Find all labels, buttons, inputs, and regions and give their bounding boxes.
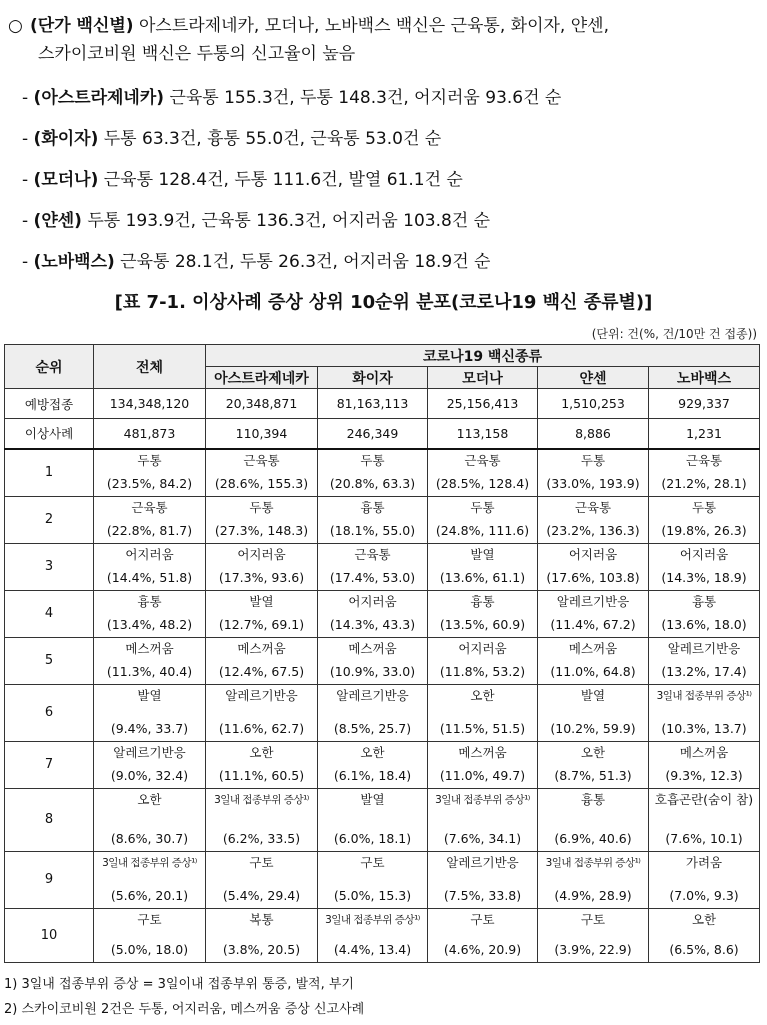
symptom-stats: (18.1%, 55.0)	[329, 522, 416, 538]
symptom-cell	[649, 908, 760, 962]
symptom-name: 발열	[470, 546, 495, 562]
symptom-cell	[94, 543, 206, 590]
symptom-cell	[318, 788, 428, 851]
symptom-stats: (8.6%, 30.7)	[110, 830, 189, 846]
symptom-name: 가려움	[685, 854, 723, 870]
symptom-stats: (20.8%, 63.3)	[329, 475, 416, 491]
symptom-name: 근육통	[464, 452, 501, 468]
symptom-cell	[428, 788, 538, 851]
bullet-text: 근육통 128.4건, 두통 111.6건, 발열 61.1건 순	[98, 170, 463, 190]
symptom-cell	[318, 449, 428, 497]
symptom-cell	[94, 637, 206, 684]
rank-cell: 8	[5, 788, 94, 851]
symptom-name: 오한	[360, 744, 385, 760]
symptom-cell	[94, 741, 206, 788]
symptom-name: 메스꺼움	[125, 640, 174, 656]
symptom-cell	[538, 496, 649, 543]
rank-cell: 4	[5, 590, 94, 637]
symptom-cell	[206, 788, 318, 851]
symptom-cell	[94, 449, 206, 497]
symptom-name: 알레르기반응	[446, 854, 519, 870]
symptom-cell	[538, 684, 649, 741]
rank-cell: 3	[5, 543, 94, 590]
bullet-list	[22, 84, 762, 289]
symptom-stats: (10.2%, 59.9)	[550, 720, 636, 736]
symptom-name: 근육통	[685, 452, 723, 468]
symptom-stats: (6.5%, 8.6)	[669, 941, 739, 957]
symptom-stats: (13.5%, 60.9)	[439, 616, 526, 632]
symptom-name: 알레르기반응	[556, 593, 630, 609]
symptom-name: 발열	[137, 687, 162, 703]
symptom-name: 오한	[249, 744, 274, 760]
summary-value: 20,348,871	[206, 389, 318, 419]
symptom-stats: (9.0%, 32.4)	[110, 767, 189, 783]
symptom-stats: (7.0%, 9.3)	[669, 887, 739, 903]
symptom-stats: (5.0%, 15.3)	[333, 887, 412, 903]
symptom-cell	[649, 741, 760, 788]
symptom-stats: (11.4%, 67.2)	[550, 616, 636, 632]
symptom-stats: (8.7%, 51.3)	[554, 767, 632, 783]
symptom-name: 흉통	[691, 593, 717, 609]
symptom-cell	[206, 851, 318, 908]
symptom-name: 발열	[580, 687, 606, 703]
table-row	[5, 449, 760, 497]
symptom-stats: (7.5%, 33.8)	[443, 887, 522, 903]
symptom-name: 메스꺼움	[348, 640, 397, 656]
symptom-stats: (13.2%, 17.4)	[661, 663, 747, 679]
symptom-stats: (21.2%, 28.1)	[661, 475, 747, 491]
bullet-text: 근육통 28.1건, 두통 26.3건, 어지러움 18.9건 순	[114, 252, 491, 272]
symptom-name: 3일내 접종부위 증상¹⁾	[102, 856, 197, 869]
symptom-stats: (19.8%, 26.3)	[661, 522, 747, 538]
symptom-stats: (22.8%, 81.7)	[106, 522, 193, 538]
symptom-cell	[428, 590, 538, 637]
symptom-cell	[538, 908, 649, 962]
symptom-stats: (17.4%, 53.0)	[329, 569, 416, 585]
symptom-name: 오한	[470, 687, 495, 703]
symptom-cell	[538, 449, 649, 497]
header-vaccine-group: 코로나19 백신종류	[206, 345, 760, 367]
symptom-name: 구토	[137, 911, 162, 927]
symptom-cell	[538, 741, 649, 788]
symptom-stats: (3.8%, 20.5)	[222, 941, 301, 957]
symptom-stats: (33.0%, 193.9)	[546, 475, 640, 491]
symptom-name: 메스꺼움	[679, 744, 729, 760]
symptom-name: 3일내 접종부위 증상¹⁾	[545, 856, 641, 869]
unit-note: (단위: 건(%, 건/10만 건 접종))	[591, 327, 757, 341]
symptom-name: 근육통	[354, 546, 391, 562]
symptom-name: 발열	[360, 791, 385, 807]
footnote-1: 1) 3일내 접종부위 증상 = 3일이내 접종부위 통증, 발적, 부기	[4, 977, 354, 992]
rank-cell: 10	[5, 908, 94, 962]
symptom-name: 두통	[249, 499, 274, 515]
summary-row	[5, 389, 760, 419]
bullet-text: 두통 63.3건, 흉통 55.0건, 근육통 53.0건 순	[98, 129, 442, 149]
symptom-stats: (4.4%, 13.4)	[333, 941, 412, 957]
symptom-cell	[649, 590, 760, 637]
symptom-cell	[318, 741, 428, 788]
symptom-cell	[649, 788, 760, 851]
symptom-cell	[649, 449, 760, 497]
symptom-stats: (4.9%, 28.9)	[554, 887, 632, 903]
symptom-name: 흉통	[580, 791, 606, 807]
symptom-name: 어지러움	[237, 546, 286, 562]
symptom-name: 구토	[580, 911, 606, 927]
bullet-item	[22, 207, 762, 248]
table-row	[5, 637, 760, 684]
symptom-name: 구토	[470, 911, 495, 927]
symptom-name: 3일내 접종부위 증상¹⁾	[435, 793, 530, 806]
bullet-item	[22, 125, 762, 166]
header-vaccine: 노바백스	[649, 367, 760, 389]
symptom-name: 발열	[249, 593, 274, 609]
symptom-name: 어지러움	[348, 593, 397, 609]
symptom-stats: (6.9%, 40.6)	[554, 830, 632, 846]
table-row	[5, 851, 760, 908]
symptom-cell	[538, 590, 649, 637]
rank-cell: 1	[5, 449, 94, 497]
lead-paragraph	[8, 12, 758, 68]
symptom-name: 흉통	[360, 499, 385, 515]
header-total: 전체	[94, 345, 206, 389]
footnotes	[4, 972, 364, 1022]
lead-heading: (단가 백신별)	[30, 16, 134, 36]
symptom-name: 3일내 접종부위 증상¹⁾	[325, 913, 420, 926]
symptom-name: 구토	[249, 854, 274, 870]
symptom-name: 두통	[137, 452, 162, 468]
symptom-stats: (27.3%, 148.3)	[214, 522, 309, 538]
symptom-stats: (13.4%, 48.2)	[106, 616, 193, 632]
symptom-stats: (7.6%, 10.1)	[665, 830, 743, 846]
symptom-cell	[428, 908, 538, 962]
summary-value: 25,156,413	[428, 389, 538, 419]
symptom-cell	[649, 851, 760, 908]
symptom-name: 어지러움	[568, 546, 618, 562]
summary-value: 481,873	[94, 419, 206, 449]
summary-value: 81,163,113	[318, 389, 428, 419]
rank-cell: 6	[5, 684, 94, 741]
symptom-stats: (5.6%, 20.1)	[110, 887, 189, 903]
symptom-name: 메스꺼움	[237, 640, 286, 656]
header-vaccine: 화이자	[318, 367, 428, 389]
symptom-stats: (11.0%, 64.8)	[550, 663, 636, 679]
symptom-name: 3일내 접종부위 증상¹⁾	[656, 689, 752, 702]
symptom-name: 메스꺼움	[568, 640, 618, 656]
symptom-cell	[318, 637, 428, 684]
summary-value: 1,510,253	[538, 389, 649, 419]
dash-icon: -	[22, 88, 29, 108]
symptom-cell	[206, 741, 318, 788]
summary-value: 8,886	[538, 419, 649, 449]
symptom-stats: (13.6%, 61.1)	[439, 569, 526, 585]
symptom-stats: (23.2%, 136.3)	[546, 522, 640, 538]
dash-icon: -	[22, 252, 29, 272]
footnote-2: 2) 스카이코비원 2건은 두통, 어지러움, 메스꺼움 증상 신고사례	[4, 1002, 365, 1017]
symptom-stats: (3.9%, 22.9)	[554, 941, 632, 957]
symptom-stats: (12.7%, 69.1)	[218, 616, 305, 632]
symptom-cell	[318, 908, 428, 962]
symptom-cell	[318, 684, 428, 741]
symptom-stats: (24.8%, 111.6)	[435, 522, 530, 538]
symptom-cell	[206, 543, 318, 590]
symptom-name: 흉통	[470, 593, 495, 609]
rank-cell: 7	[5, 741, 94, 788]
summary-value: 929,337	[649, 389, 760, 419]
header-vaccine: 아스트라제네카	[206, 367, 318, 389]
dash-icon: -	[22, 211, 29, 231]
symptom-stats: (10.3%, 13.7)	[661, 720, 747, 736]
symptom-stats: (4.6%, 20.9)	[443, 941, 522, 957]
circle-bullet-icon: ○	[8, 16, 23, 36]
symptom-stats: (28.6%, 155.3)	[214, 475, 309, 491]
symptom-stats: (13.6%, 18.0)	[661, 616, 747, 632]
table-row	[5, 590, 760, 637]
bullet-vaccine-name: (얀센)	[33, 211, 82, 231]
lead-line-1	[8, 12, 758, 40]
symptom-cell	[206, 637, 318, 684]
symptom-stats: (11.5%, 51.5)	[439, 720, 526, 736]
table-row	[5, 496, 760, 543]
symptom-cell	[649, 637, 760, 684]
dash-icon: -	[22, 170, 29, 190]
summary-value: 113,158	[428, 419, 538, 449]
summary-label: 이상사례	[5, 419, 94, 449]
table-row	[5, 543, 760, 590]
symptom-stats: (28.5%, 128.4)	[435, 475, 530, 491]
symptom-stats: (11.6%, 62.7)	[218, 720, 305, 736]
symptom-name: 구토	[360, 854, 385, 870]
symptom-cell	[428, 543, 538, 590]
symptom-cell	[94, 908, 206, 962]
symptom-stats: (11.0%, 49.7)	[439, 767, 526, 783]
symptom-cell	[538, 851, 649, 908]
summary-value: 1,231	[649, 419, 760, 449]
bullet-vaccine-name: (모더나)	[33, 170, 99, 190]
symptom-stats: (6.2%, 33.5)	[222, 830, 301, 846]
lead-line-2: 스카이코비원 백신은 두통의 신고율이 높음	[38, 44, 356, 64]
bullet-vaccine-name: (노바백스)	[33, 252, 115, 272]
header-vaccine: 얀센	[538, 367, 649, 389]
symptom-stats: (9.4%, 33.7)	[110, 720, 189, 736]
bullet-vaccine-name: (화이자)	[33, 129, 99, 149]
summary-label: 예방접종	[5, 389, 94, 419]
bullet-text: 두통 193.9건, 근육통 136.3건, 어지러움 103.8건 순	[81, 211, 491, 231]
symptom-cell	[94, 684, 206, 741]
symptom-name: 알레르기반응	[667, 640, 741, 656]
rank-cell: 9	[5, 851, 94, 908]
symptom-cell	[538, 788, 649, 851]
symptom-name: 오한	[137, 791, 162, 807]
symptom-name: 근육통	[574, 499, 612, 515]
symptom-stats: (23.5%, 84.2)	[106, 475, 193, 491]
symptom-table	[4, 344, 760, 963]
symptom-stats: (12.4%, 67.5)	[218, 663, 305, 679]
symptom-cell	[94, 788, 206, 851]
symptom-name: 알레르기반응	[225, 687, 298, 703]
symptom-name: 복통	[249, 911, 274, 927]
symptom-name: 알레르기반응	[336, 687, 409, 703]
symptom-stats: (14.4%, 51.8)	[106, 569, 193, 585]
symptom-name: 어지러움	[679, 546, 729, 562]
symptom-cell	[206, 908, 318, 962]
symptom-cell	[649, 543, 760, 590]
symptom-cell	[649, 496, 760, 543]
symptom-name: 두통	[470, 499, 495, 515]
symptom-cell	[428, 449, 538, 497]
symptom-cell	[318, 851, 428, 908]
bullet-item	[22, 84, 762, 125]
symptom-cell	[206, 684, 318, 741]
table-row	[5, 741, 760, 788]
table-row	[5, 788, 760, 851]
header-rank: 순위	[5, 345, 94, 389]
summary-value: 134,348,120	[94, 389, 206, 419]
bullet-text: 근육통 155.3건, 두통 148.3건, 어지러움 93.6건 순	[164, 88, 562, 108]
symptom-stats: (5.0%, 18.0)	[110, 941, 189, 957]
bullet-vaccine-name: (아스트라제네카)	[33, 88, 165, 108]
symptom-stats: (11.3%, 40.4)	[106, 663, 193, 679]
symptom-name: 어지러움	[125, 546, 174, 562]
symptom-stats: (6.0%, 18.1)	[333, 830, 412, 846]
symptom-stats: (9.3%, 12.3)	[665, 767, 743, 783]
symptom-stats: (7.6%, 34.1)	[443, 830, 522, 846]
symptom-name: 두통	[360, 452, 385, 468]
symptom-cell	[428, 741, 538, 788]
symptom-cell	[428, 496, 538, 543]
symptom-cell	[94, 496, 206, 543]
symptom-cell	[428, 851, 538, 908]
symptom-cell	[538, 543, 649, 590]
symptom-cell	[649, 684, 760, 741]
bullet-item	[22, 248, 762, 289]
symptom-stats: (14.3%, 18.9)	[661, 569, 747, 585]
symptom-cell	[428, 684, 538, 741]
dash-icon: -	[22, 129, 29, 149]
symptom-cell	[94, 590, 206, 637]
symptom-name: 3일내 접종부위 증상¹⁾	[214, 793, 309, 806]
lead-text-1: 아스트라제네카, 모더나, 노바백스 백신은 근육통, 화이자, 얀센,	[133, 16, 609, 36]
symptom-stats: (11.8%, 53.2)	[439, 663, 526, 679]
symptom-cell	[206, 590, 318, 637]
table-row	[5, 908, 760, 962]
symptom-stats: (14.3%, 43.3)	[329, 616, 416, 632]
symptom-name: 흉통	[137, 593, 162, 609]
symptom-cell	[318, 590, 428, 637]
symptom-name: 두통	[580, 452, 606, 468]
symptom-cell	[428, 637, 538, 684]
symptom-name: 오한	[580, 744, 606, 760]
header-vaccine: 모더나	[428, 367, 538, 389]
symptom-stats: (10.9%, 33.0)	[329, 663, 416, 679]
symptom-stats: (17.6%, 103.8)	[546, 569, 640, 585]
symptom-name: 두통	[691, 499, 717, 515]
symptom-cell	[538, 637, 649, 684]
symptom-cell	[206, 449, 318, 497]
symptom-cell	[206, 496, 318, 543]
table-row	[5, 684, 760, 741]
symptom-stats: (5.4%, 29.4)	[222, 887, 301, 903]
summary-value: 110,394	[206, 419, 318, 449]
symptom-cell	[318, 543, 428, 590]
rank-cell: 5	[5, 637, 94, 684]
symptom-name: 근육통	[131, 499, 168, 515]
symptom-stats: (8.5%, 25.7)	[333, 720, 412, 736]
summary-value: 246,349	[318, 419, 428, 449]
symptom-name: 어지러움	[458, 640, 507, 656]
symptom-stats: (11.1%, 60.5)	[218, 767, 305, 783]
symptom-name: 알레르기반응	[113, 744, 186, 760]
symptom-cell	[318, 496, 428, 543]
summary-row	[5, 419, 760, 449]
symptom-name: 호흡곤란(숨이 참)	[654, 791, 754, 807]
symptom-name: 오한	[691, 911, 717, 927]
bullet-item	[22, 166, 762, 207]
table-caption: [표 7-1. 이상사례 증상 상위 10순위 분포(코로나19 백신 종류별)]	[114, 292, 653, 313]
symptom-name: 메스꺼움	[458, 744, 507, 760]
symptom-stats: (17.3%, 93.6)	[218, 569, 305, 585]
rank-cell: 2	[5, 496, 94, 543]
symptom-stats: (6.1%, 18.4)	[333, 767, 412, 783]
symptom-name: 근육통	[243, 452, 280, 468]
symptom-cell	[94, 851, 206, 908]
